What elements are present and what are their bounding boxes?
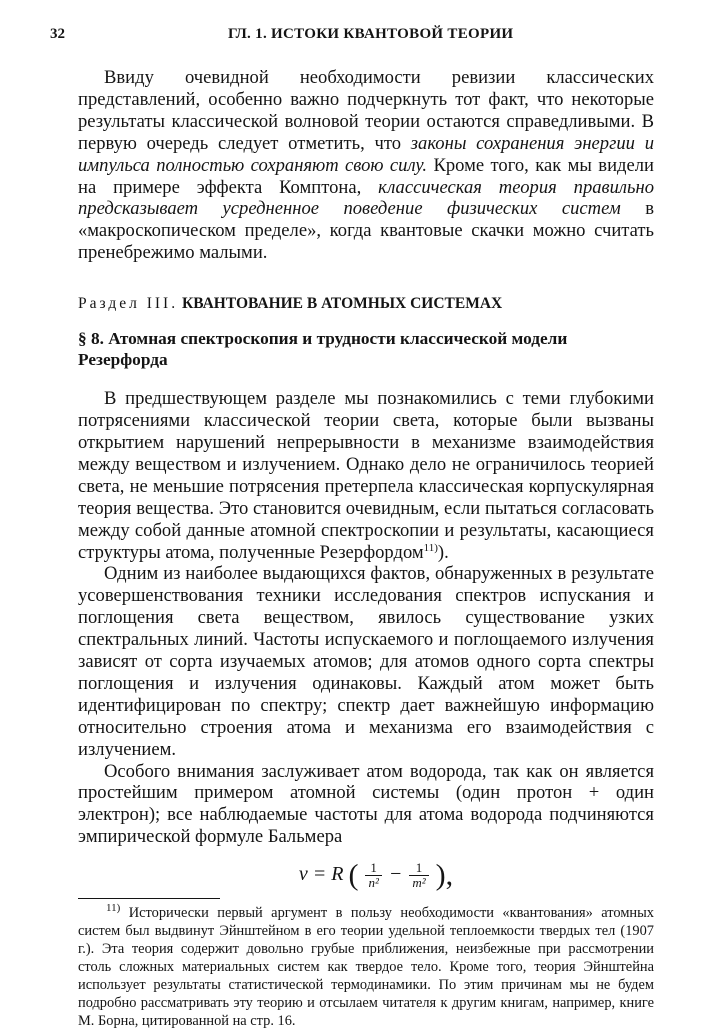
paragraph-1-text: В предшествующем разделе мы познакомились с теми глубокими потрясениями классической теории света, которые были вызваны открытием нарушений непрерывности в механизме взаимодействия между веществом и излучением. Однако дело не ограничилось теорией света, не меньшие потрясения претерпела классическая корпускулярная теория вещества. Это становится очевидным, если пытаться согласовать между собой данные атомной спектроскопии и результаты, касающиеся структуры атома, полученные Резерфордом (78, 388, 654, 563)
formula-close-paren: ), (435, 858, 454, 892)
formula-minus: − (388, 863, 403, 886)
intro-italic-2: классическая теория правильно предсказывает усредненное поведение физических систем (78, 176, 654, 220)
body-paragraph-1 (78, 388, 654, 563)
footnote-divider (78, 898, 220, 899)
footnote-marker: 11) (106, 902, 121, 915)
fraction-1 (365, 861, 381, 890)
fraction-1-numerator: 1 (365, 861, 381, 876)
formula-open-paren: ( (348, 858, 359, 892)
intro-text-2: Кроме того, как мы видели на примере эффекта Комптона, (78, 154, 654, 198)
fraction-2-numerator: 1 (409, 861, 428, 876)
footnote (78, 902, 654, 1030)
running-head (50, 22, 654, 46)
paragraph-heading: § 8. Атомная спектроскопия и трудности классической модели Резерфорда (78, 329, 568, 369)
fraction-2 (409, 861, 428, 890)
chapter-title: ГЛ. 1. ИСТОКИ КВАНТОВОЙ ТЕОРИИ (228, 26, 514, 42)
intro-text-3: в «макроскопическом пределе», когда квантовые скачки можно считать пренебрежимо малыми. (78, 198, 654, 264)
intro-italic-1: законы сохранения энергии и импульса полностью сохраняют свою силу. (78, 132, 655, 176)
balmer-formula (78, 854, 654, 894)
intro-paragraph (78, 67, 654, 264)
book-page (50, 22, 655, 1031)
body-paragraph-2: Одним из наиболее выдающихся фактов, обнаруженных в результате усовершенствования техники исследования спектров испускания и поглощения света веществом, явилось существование узких спектральных линий. Частоты испускаемого и поглощаемого излучения зависят от сорта изучаемых атомов; для атомов одного сорта спектры поглощения и излучения одинаковы. Каждый атом может быть идентифицирован по спектру; спектр дает важнейшую информацию относительно строения атома и механизма его взаимодействия с излучением. (78, 563, 654, 760)
fraction-1-denominator: n² (368, 875, 379, 891)
fraction-2-denominator: m² (412, 875, 426, 891)
page-number: 32 (50, 26, 65, 42)
footnote-reference: 11) (423, 541, 438, 554)
section-label: Раздел III. (78, 295, 179, 313)
intro-text-1: Ввиду очевидной необходимости ревизии классических представлений, особенно важно подчеркнуть тот факт, что некоторые результаты классической волновой теории остаются справедливыми. В первую очередь следует отметить, что (78, 67, 654, 154)
paragraph-1-end: ). (437, 541, 449, 563)
section-heading (78, 294, 654, 314)
section-title: КВАНТОВАНИЕ В АТОМНЫХ СИСТЕМАХ (181, 295, 503, 313)
body-paragraph-3: Особого внимания заслуживает атом водорода, так как он является простейшим примером атомной системы (один протон + один электрон); все наблюдаемые частоты для атома водорода подчиняются эмпирической формуле Бальмера (78, 760, 654, 848)
formula-lhs: ν = R (298, 863, 344, 886)
footnote-text: Исторически первый аргумент в пользу необходимости «квантования» атомных систем был выдвинут Эйнштейном в его теории удельной теплоемкости твердых тел (1907 г.). Эта теория содержит довольно грубые приближения, неизбежные при рассмотрении столь сложных материальных систем как твердое тело. Кроме того, теория Эйнштейна использует результаты статистической термодинамики. По этим причинам мы не будем подробно рассматривать эту теорию и отсылаем читателя к другим книгам, например, книге М. Борна, цитированной на стр. 16. (78, 905, 654, 1029)
